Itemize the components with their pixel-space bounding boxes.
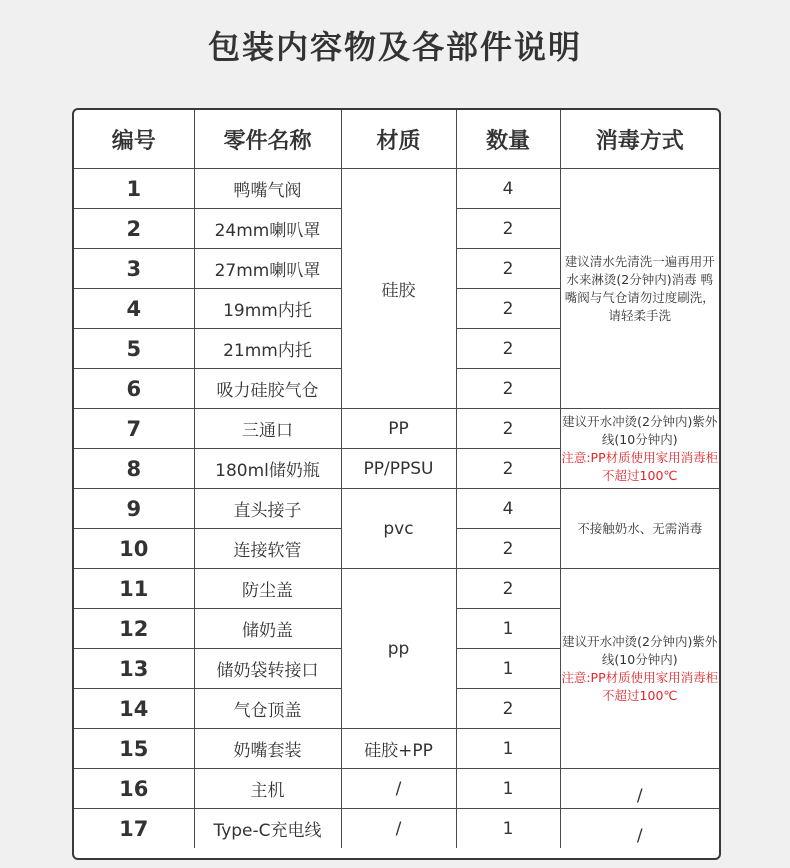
row-number: 4 [74, 289, 194, 329]
part-name: 储奶盖 [194, 609, 341, 649]
quantity: 2 [456, 409, 560, 449]
part-name: 直头接子 [194, 489, 341, 529]
disinfection-text: / [636, 826, 643, 846]
row-number: 6 [74, 369, 194, 409]
disinfection-cell [560, 489, 719, 569]
quantity: 2 [456, 529, 560, 569]
part-name: 气仓顶盖 [194, 689, 341, 729]
quantity: 1 [456, 769, 560, 809]
row-number: 11 [74, 569, 194, 609]
part-name: 储奶袋转接口 [194, 649, 341, 689]
quantity: 1 [456, 809, 560, 849]
row-number: 17 [74, 809, 194, 849]
disinfection-warning: 注意:PP材质使用家用消毒柜不超过100℃ [561, 449, 719, 483]
disinfection-text: 建议开水冲烫(2分钟内)紫外线(10分钟内) [562, 413, 718, 447]
material-cell: 硅胶 [341, 169, 456, 409]
header-number: 编号 [74, 110, 194, 169]
header-disinfection: 消毒方式 [560, 110, 719, 169]
parts-table-frame [72, 108, 721, 860]
quantity: 2 [456, 689, 560, 729]
disinfection-warning: 注意:PP材质使用家用消毒柜不超过100℃ [561, 669, 719, 703]
row-number: 3 [74, 249, 194, 289]
table-header-row [74, 110, 719, 169]
table-row [74, 409, 719, 449]
disinfection-cell [560, 409, 719, 489]
quantity: 1 [456, 609, 560, 649]
row-number: 12 [74, 609, 194, 649]
quantity: 2 [456, 329, 560, 369]
row-number: 15 [74, 729, 194, 769]
part-name: 防尘盖 [194, 569, 341, 609]
row-number: 8 [74, 449, 194, 489]
table-row [74, 489, 719, 529]
material-cell: PP/PPSU [341, 449, 456, 489]
header-part-name: 零件名称 [194, 110, 341, 169]
parts-table [74, 110, 719, 848]
disinfection-cell [560, 769, 719, 809]
disinfection-text: 建议清水先清洗一遍再用开水来淋烫(2分钟内)消毒 鸭嘴阀与气仓请勿过度刷洗，请轻柔手洗 [564, 253, 715, 323]
material-cell: pvc [341, 489, 456, 569]
table-row [74, 809, 719, 849]
material-cell: / [341, 809, 456, 849]
quantity: 1 [456, 649, 560, 689]
quantity: 2 [456, 569, 560, 609]
material-cell: PP [341, 409, 456, 449]
disinfection-cell [560, 809, 719, 849]
quantity: 2 [456, 249, 560, 289]
part-name: 鸭嘴气阀 [194, 169, 341, 209]
quantity: 2 [456, 369, 560, 409]
material-cell: 硅胶+PP [341, 729, 456, 769]
row-number: 16 [74, 769, 194, 809]
row-number: 14 [74, 689, 194, 729]
part-name: Type-C充电线 [194, 809, 341, 849]
header-quantity: 数量 [456, 110, 560, 169]
row-number: 13 [74, 649, 194, 689]
part-name: 连接软管 [194, 529, 341, 569]
row-number: 1 [74, 169, 194, 209]
part-name: 吸力硅胶气仓 [194, 369, 341, 409]
disinfection-text: / [636, 786, 643, 806]
row-number: 7 [74, 409, 194, 449]
part-name: 180ml储奶瓶 [194, 449, 341, 489]
row-number: 9 [74, 489, 194, 529]
material-cell: / [341, 769, 456, 809]
quantity: 4 [456, 169, 560, 209]
quantity: 1 [456, 729, 560, 769]
row-number: 2 [74, 209, 194, 249]
quantity: 2 [456, 289, 560, 329]
part-name: 24mm喇叭罩 [194, 209, 341, 249]
part-name: 主机 [194, 769, 341, 809]
table-row [74, 569, 719, 609]
row-number: 5 [74, 329, 194, 369]
disinfection-text: 不接触奶水、无需消毒 [577, 520, 703, 536]
part-name: 19mm内托 [194, 289, 341, 329]
table-row [74, 769, 719, 809]
quantity: 2 [456, 449, 560, 489]
row-number: 10 [74, 529, 194, 569]
part-name: 21mm内托 [194, 329, 341, 369]
header-material: 材质 [341, 110, 456, 169]
quantity: 4 [456, 489, 560, 529]
part-name: 奶嘴套装 [194, 729, 341, 769]
part-name: 三通口 [194, 409, 341, 449]
part-name: 27mm喇叭罩 [194, 249, 341, 289]
page-title: 包装内容物及各部件说明 [207, 28, 582, 66]
table-row [74, 169, 719, 209]
material-cell: pp [341, 569, 456, 729]
disinfection-text: 建议开水冲烫(2分钟内)紫外线(10分钟内) [562, 633, 718, 667]
disinfection-cell [560, 169, 719, 409]
disinfection-cell [560, 569, 719, 769]
quantity: 2 [456, 209, 560, 249]
